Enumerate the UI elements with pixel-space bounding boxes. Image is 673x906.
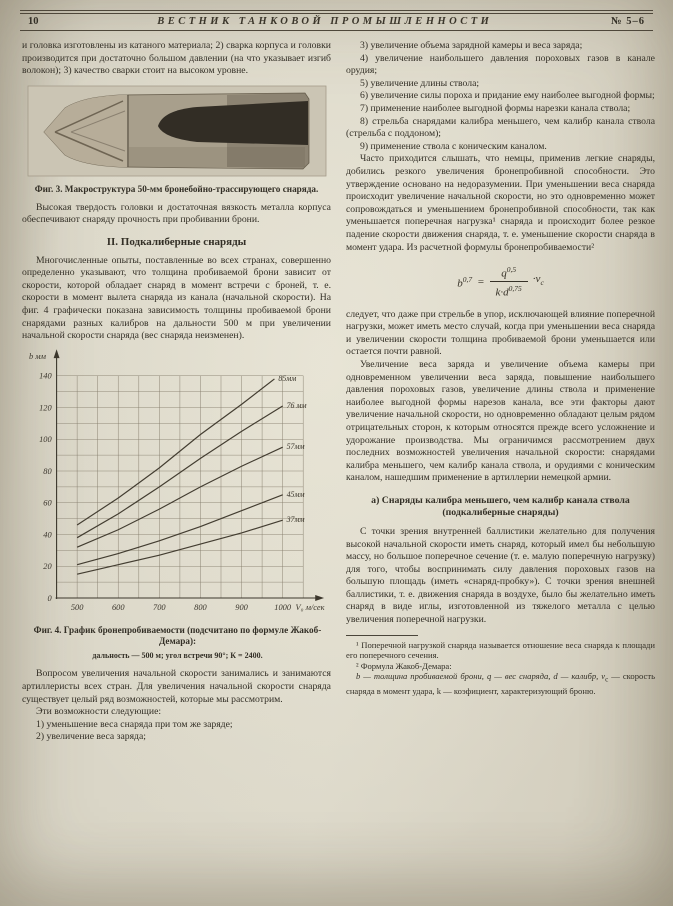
paragraph-hardness: Высокая твердость головки и достаточная вязкость металла корпуса обеспечивают снаряду прочность при пробивании брони. bbox=[22, 201, 331, 226]
formula-equals: = bbox=[477, 275, 485, 288]
list-item-6: 6) увеличение силы пороха и придание ему наиболее выгодной формы; bbox=[360, 90, 655, 102]
figure-3-caption: Фиг. 3. Макроструктура 50-мм бронебойно-трассирующего снаряда. bbox=[34, 184, 319, 195]
subsection-heading bbox=[346, 495, 655, 520]
svg-text:800: 800 bbox=[193, 602, 207, 612]
footnote-divider bbox=[346, 635, 418, 636]
svg-text:57мм: 57мм bbox=[286, 442, 305, 452]
footnotes bbox=[346, 640, 655, 697]
svg-text:76 мм: 76 мм bbox=[286, 400, 307, 410]
figure-4 bbox=[24, 347, 331, 663]
svg-text:45мм: 45мм bbox=[286, 489, 305, 499]
journal-title: ВЕСТНИК ТАНКОВОЙ ПРОМЫШЛЕННОСТИ bbox=[157, 16, 493, 27]
shell-macrostructure-photo bbox=[27, 85, 327, 177]
formula-fraction bbox=[490, 264, 528, 300]
list-item-3: 3) увеличение объема зарядной камеры и веса заряда; bbox=[360, 40, 583, 51]
footnote-2-body: b — толщина пробиваемой брони, q — вес снаряда, d — калибр, $v_с$ — скорость снаряда в момент удара, k — коэфициент, характеризующий броню. bbox=[346, 671, 655, 696]
svg-text:600: 600 bbox=[111, 602, 125, 612]
right-column bbox=[346, 40, 655, 744]
svg-text:120: 120 bbox=[38, 403, 52, 413]
list-item-5: 5) увеличение длины ствола; bbox=[360, 77, 480, 89]
svg-text:20: 20 bbox=[42, 562, 52, 572]
subsection-heading-line2: (подкалиберные снаряды) bbox=[442, 507, 559, 519]
footnote-1: ¹ Поперечной нагрузкой снаряда называется отношение веса снаряда к площади его поперечного сечения. bbox=[346, 639, 655, 661]
list-item-1: 1) уменьшение веса снаряда при том же заряде; bbox=[36, 718, 233, 730]
svg-text:37мм: 37мм bbox=[286, 515, 305, 525]
figure-4-caption: Фиг. 4. График бронепробиваемости (подсчитано по формуле Жакоб-Демара): bbox=[33, 624, 322, 647]
formula-numerator: $q^{0,5}$ bbox=[501, 265, 517, 280]
running-head bbox=[20, 13, 653, 31]
subsection-heading-line1: а) Снаряды калибра меньшего, чем калибр канала ствола bbox=[371, 494, 630, 506]
formula-lhs: $b^{0,7}$ bbox=[457, 274, 473, 290]
svg-text:1000: 1000 bbox=[273, 602, 291, 612]
svg-text:100: 100 bbox=[38, 435, 52, 445]
svg-text:60: 60 bbox=[42, 498, 52, 508]
paragraph-ballistics: С точки зрения внутренней баллистики желательно для получения высокой начальной скорости иметь снаряд, который имел бы небольшую массу, но большое поперечное сечение (т. е. малую поперечную нагрузку) для того, чтобы воспринимать силу давления пороховых газов на большую площадь (иметь «снаряд-пробку»). С точки зрения внешней баллистики, т. е. движения снаряда в воздухе, было бы желательно иметь снаряд в виде иглы, изготовленной из тяжелого металла с целью увеличения поперечной нагрузки. bbox=[346, 525, 655, 626]
svg-text:b мм: b мм bbox=[28, 351, 46, 361]
paragraph-experiments: Многочисленные опыты, поставленные во всех странах, совершенно определенно указывают, что толщина пробиваемой брони зависит от скорости, которой обладает снаряд в момент встречи с броней, т. е. скорости в момент вылета снаряда из канала (начальной скорости). На фиг. 4 графически показана зависимость толщины пробиваемой брони снарядами разных калибров на дальности 500 м при увеличении начальной скорости снаряда (вес снаряда неизменен). bbox=[22, 254, 331, 342]
list-item-8: 8) стрельба снарядами калибра меньшего, чем калибр канала ствола (стрельба с поддоном); bbox=[346, 115, 655, 140]
formula-velocity-term: $\cdot v_с$ bbox=[532, 273, 544, 288]
paragraph-possibilities-intro: Эти возможности следующие: bbox=[36, 706, 162, 718]
issue-number: № 5–6 bbox=[611, 16, 645, 27]
svg-text:80: 80 bbox=[42, 466, 52, 476]
list-item-4: 4) увеличение наибольшего давления пороховых газов в канале орудия; bbox=[346, 52, 655, 77]
page-number: 10 bbox=[28, 16, 39, 27]
list-item-2: 2) увеличение веса заряда; bbox=[36, 731, 146, 743]
paragraph-factors: Увеличение веса заряда и увеличение объема камеры при одновременном увеличении веса заряда, повышение наибольшего давления пороховых газов, увеличение длины ствола и применение наиболее выгодной формы нарезов канала, все эти факторы дают увеличение начальной скорости, но одновременно обладают целым рядом отрицательных сторон, к которым относятся прежде всего усложнение и удорожание производства. Мы ограничимся рассмотрением двух последних возможностей увеличения начальной скорости: снарядами калибра меньшего, чем калибр канала ствола, и орудиями с коническим каналом, нашедшим применение в артиллерии немецкой армии. bbox=[346, 358, 655, 484]
penetration-formula bbox=[346, 264, 655, 300]
svg-text:900: 900 bbox=[234, 602, 248, 612]
two-column-body bbox=[0, 31, 673, 744]
svg-text:500: 500 bbox=[70, 602, 83, 612]
formula-denominator: $k\cdot d^{0,75}$ bbox=[490, 281, 528, 299]
footnote-2-title: ² Формула Жакоб-Демара: bbox=[356, 660, 452, 671]
svg-text:140: 140 bbox=[38, 371, 52, 381]
svg-text:700: 700 bbox=[152, 602, 166, 612]
list-item-9: 9) применение ствола с коническим каналом. bbox=[360, 140, 547, 152]
page-header bbox=[20, 10, 653, 31]
paragraph-follows: следует, что даже при стрельбе в упор, исключающей влияние поперечной нагрузки, может иметь место случай, когда при уменьшении веса снаряда и увеличении скорости толщина пробиваемой брони уменьшается или остается почти равной. bbox=[346, 308, 655, 358]
left-column bbox=[22, 40, 331, 744]
penetration-chart bbox=[25, 347, 331, 622]
svg-text:85мм: 85мм bbox=[277, 373, 296, 383]
svg-text:0: 0 bbox=[46, 593, 52, 603]
paragraph-german-claims: Часто приходится слышать, что немцы, применив легкие снаряды, добились резкого увеличения бронепробивной способности. Это утверждение основано на недоразумении. При уменьшении веса снаряда происходит увеличение начальной скорости, но это одновременно может сопровождаться и уменьшением бронепробивной способности, так как уменьшается поперечная нагрузка¹ снаряда и происходит более резкое падение скорости движения снаряда, т. е. уменьшение скорости снаряда в момент удара. Из расчетной формулы бронепробиваемости² bbox=[346, 153, 655, 253]
list-item-7: 7) применение наиболее выгодной формы нарезки канала ствола; bbox=[360, 102, 631, 114]
figure-4-caption-details: дальность — 500 м; угол встречи 90°; К = 2400. bbox=[92, 650, 263, 660]
svg-text:40: 40 bbox=[42, 530, 52, 540]
paragraph-velocity-question: Вопросом увеличения начальной скорости занимались и занимаются артиллеристы всех стран. Для увеличения начальной скорости снаряда существует целый ряд возможностей, которые мы рассмотрим. bbox=[22, 668, 331, 705]
section-heading-subcaliber: II. Подкалиберные снаряды bbox=[106, 236, 247, 249]
svg-text:V₀ м/сек: V₀ м/сек bbox=[294, 602, 325, 612]
figure-3 bbox=[22, 85, 331, 196]
paragraph-weld-quality: и головка изготовлены из катаного материала; 2) сварка корпуса и головки производится при достаточно большом давлении (на что указывает изгиб волокон); 3) качество сварки стоит на высоком уровне. bbox=[22, 40, 331, 77]
